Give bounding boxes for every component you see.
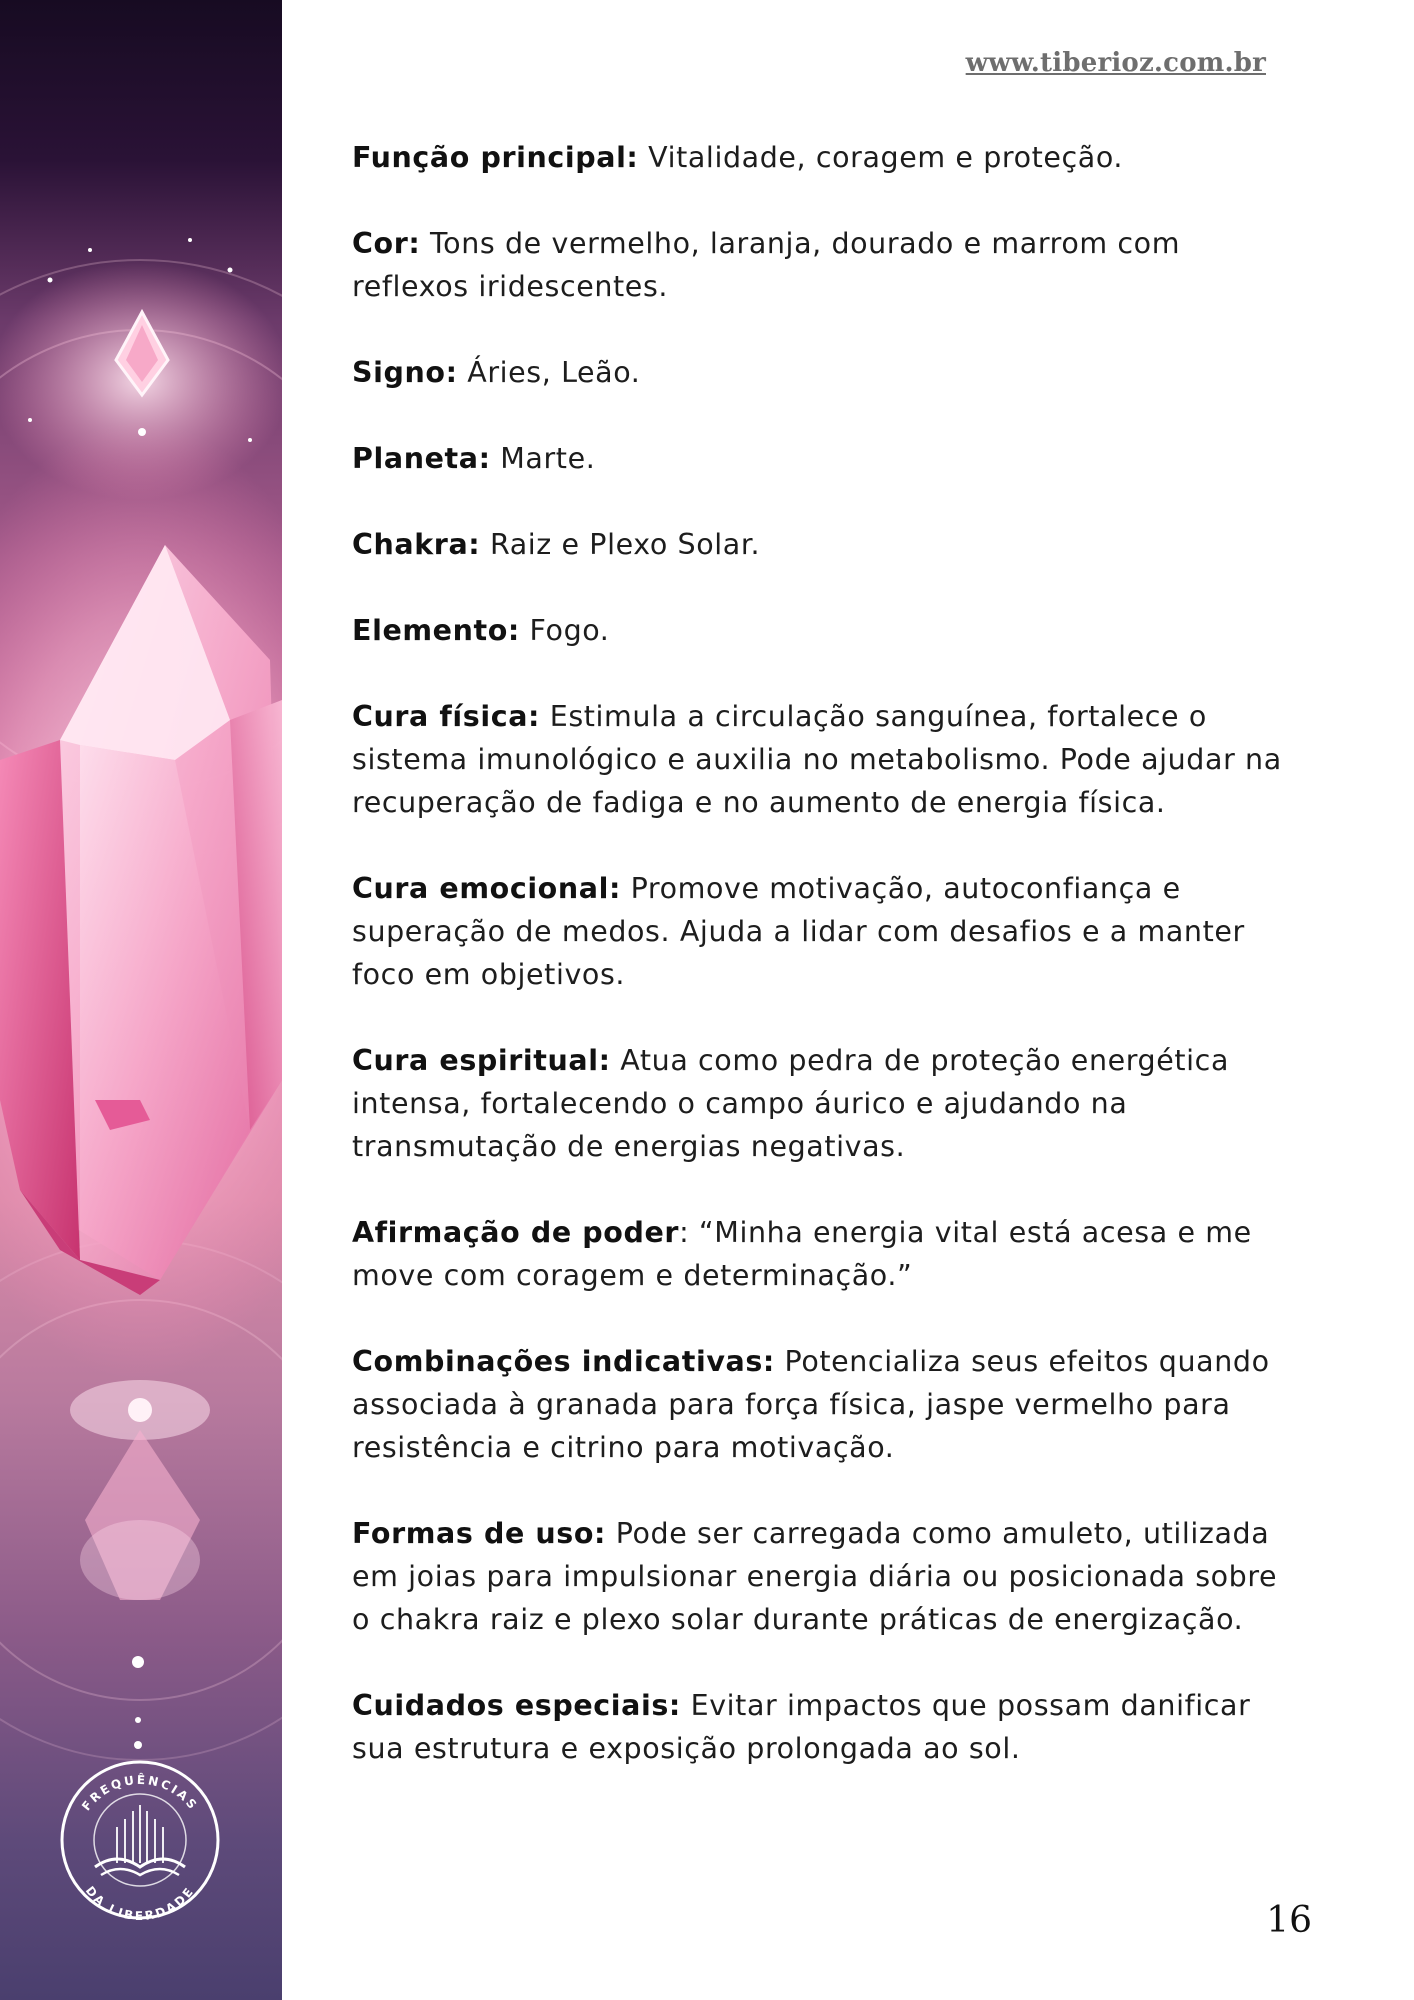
entry-text: Atua como pedra de proteção energética intensa, fortalecendo o campo áurico e ajudando na transmutação de energias negativas. — [352, 1044, 1230, 1163]
entry-text: Promove motivação, autoconfiança e superação de medos. Ajuda a lidar com desafios e a manter foco em objetivos. — [352, 872, 1245, 991]
website-link[interactable]: www.tiberioz.com.br — [965, 48, 1266, 78]
entry-text: Estimula a circulação sanguínea, fortalece o sistema imunológico e auxilia no metabolismo. Pode ajudar na recuperação de fadiga e no aumento de energia física. — [352, 700, 1282, 819]
crystal-properties-list — [352, 136, 1292, 1813]
entry-cura-espiritual — [352, 1039, 1292, 1168]
crystal-illustration — [0, 0, 282, 2000]
entry-signo — [352, 351, 1292, 394]
logo-bottom-text: DA LIBERDADE — [82, 1883, 198, 1924]
entry-label: Formas de uso: — [352, 1517, 607, 1550]
entry-afirmacao-de-poder — [352, 1211, 1292, 1297]
entry-label: Signo: — [352, 356, 458, 389]
entry-planeta — [352, 437, 1292, 480]
entry-cura-emocional — [352, 867, 1292, 996]
entry-elemento — [352, 609, 1292, 652]
entry-label: Cura espiritual: — [352, 1044, 611, 1077]
frequencias-da-liberdade-logo — [55, 1755, 225, 1925]
entry-text: Potencializa seus efeitos quando associada à granada para força física, jaspe vermelho para resistência e citrino para motivação. — [352, 1345, 1270, 1464]
page-number: 16 — [1266, 1900, 1312, 1941]
entry-label: Cor: — [352, 227, 421, 260]
entry-combinacoes-indicativas — [352, 1340, 1292, 1469]
entry-label: Combinações indicativas: — [352, 1345, 775, 1378]
entry-text: : “Minha energia vital está acesa e me move com coragem e determinação.” — [352, 1216, 1252, 1292]
entry-text: Raiz e Plexo Solar. — [480, 528, 761, 561]
entry-text: Fogo. — [519, 614, 610, 647]
entry-chakra — [352, 523, 1292, 566]
entry-label: Função principal: — [352, 141, 639, 174]
decorative-sidebar — [0, 0, 282, 2000]
entry-text: Marte. — [490, 442, 596, 475]
entry-text: Evitar impactos que possam danificar sua estrutura e exposição prolongada ao sol. — [352, 1689, 1251, 1765]
entry-text: Tons de vermelho, laranja, dourado e marrom com reflexos iridescentes. — [352, 227, 1181, 303]
entry-label: Afirmação de poder — [352, 1216, 680, 1249]
entry-text: Pode ser carregada como amuleto, utilizada em joias para impulsionar energia diária ou posicionada sobre o chakra raiz e plexo solar durante práticas de energização. — [352, 1517, 1278, 1636]
entry-label: Elemento: — [352, 614, 520, 647]
entry-formas-de-uso — [352, 1512, 1292, 1641]
entry-cuidados-especiais — [352, 1684, 1292, 1770]
entry-label: Chakra: — [352, 528, 481, 561]
entry-label: Planeta: — [352, 442, 491, 475]
entry-label: Cura emocional: — [352, 872, 621, 905]
entry-label: Cura física: — [352, 700, 541, 733]
entry-funcao-principal — [352, 136, 1292, 179]
entry-text: Vitalidade, coragem e proteção. — [638, 141, 1124, 174]
entry-cor — [352, 222, 1292, 308]
entry-text: Áries, Leão. — [457, 356, 641, 389]
logo-top-text: FREQUÊNCIAS — [79, 1772, 201, 1814]
entry-label: Cuidados especiais: — [352, 1689, 681, 1722]
entry-cura-fisica — [352, 695, 1292, 824]
